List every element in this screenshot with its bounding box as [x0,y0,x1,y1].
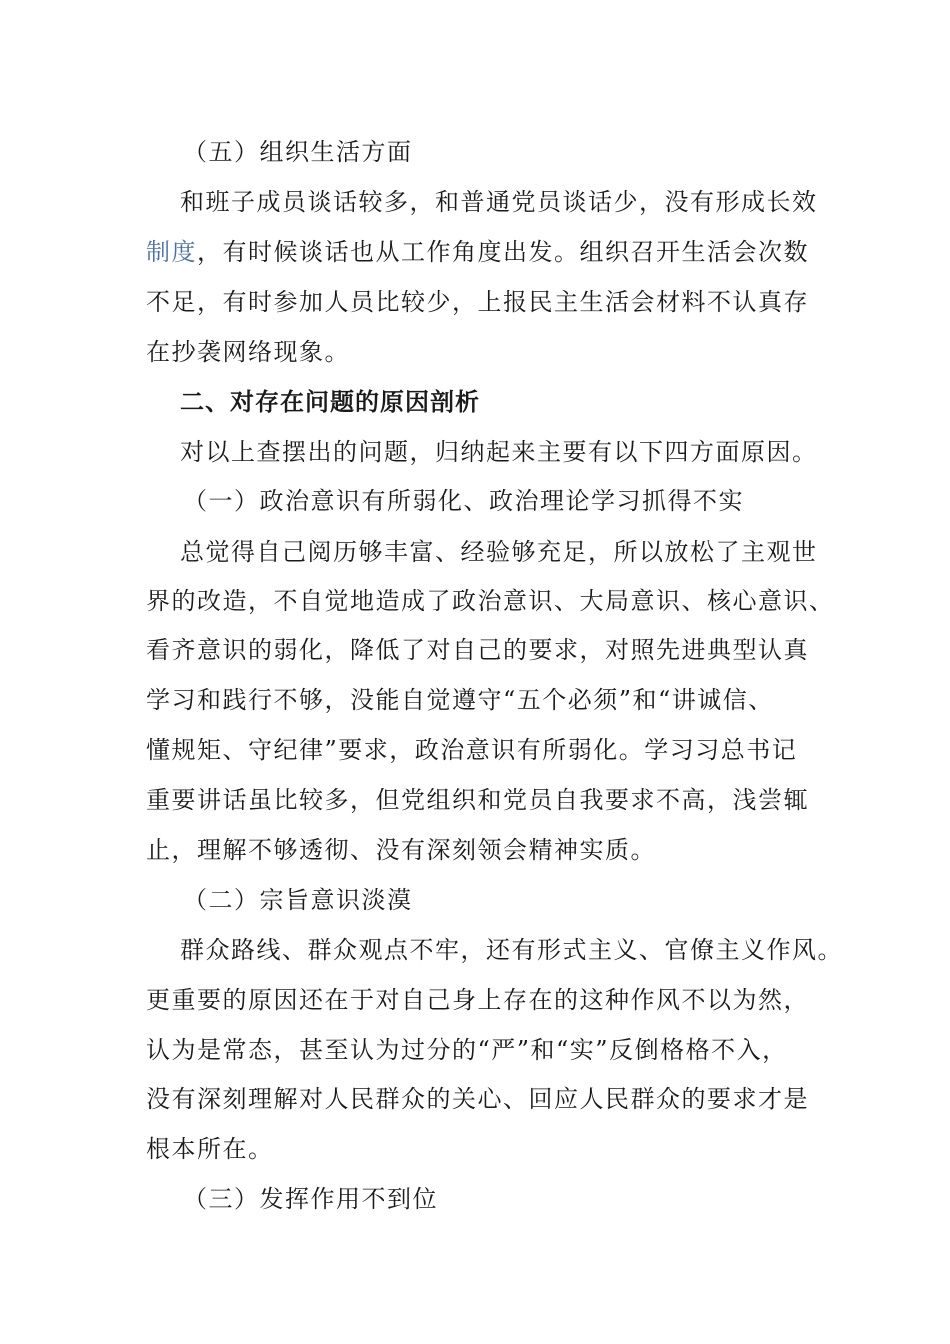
paragraph-line: 和班子成员谈话较多，和普通党员谈话少，没有形成长效 [180,188,818,216]
paragraph-line: 群众路线、群众观点不牢，还有形式主义、官僚主义作风。 [180,936,843,964]
paragraph-line: 懂规矩、守纪律”要求，政治意识有所弱化。学习习总书记 [146,736,798,764]
sub1-heading: （一）政治意识有所弱化、政治理论学习抓得不实 [183,487,744,515]
sub2-heading: （二）宗旨意识淡漠 [183,886,413,914]
paragraph-line: 认为是常态，甚至认为过分的“严”和“实”反倒格格不入， [146,1036,788,1064]
paragraph-line: 总觉得自己阅历够丰富、经验够充足，所以放松了主观世 [180,538,818,566]
part2-intro: 对以上查摆出的问题，归纳起来主要有以下四方面原因。 [180,438,818,466]
paragraph-line: 不足，有时参加人员比较少，上报民主生活会材料不认真存 [146,288,809,316]
sub3-heading: （三）发挥作用不到位 [183,1185,438,1213]
paragraph-line: 在抄袭网络现象。 [146,338,350,366]
paragraph-line-text: ，有时候谈话也从工作角度出发。组织召开生活会次数 [197,238,809,266]
paragraph-line: 根本所在。 [146,1135,274,1163]
paragraph-line: 更重要的原因还在于对自己身上存在的这种作风不以为然， [146,986,809,1014]
section5-heading: （五）组织生活方面 [183,138,413,166]
paragraph-line: 止，理解不够透彻、没有深刻领会精神实质。 [146,836,656,864]
paragraph-line: 看齐意识的弱化，降低了对自己的要求，对照先进典型认真 [146,636,809,664]
paragraph-line [146,236,809,268]
term-link[interactable]: 制度 [146,238,197,266]
paragraph-line: 界的改造，不自觉地造成了政治意识、大局意识、核心意识、 [146,587,835,615]
paragraph-line: 没有深刻理解对人民群众的关心、回应人民群众的要求才是 [146,1085,809,1113]
part2-heading: 二、对存在问题的原因剖析 [180,388,480,416]
paragraph-line: 重要讲话虽比较多，但党组织和党员自我要求不高，浅尝辄 [146,786,809,814]
paragraph-line: 学习和践行不够，没能自觉遵守“五个必须”和“讲诚信、 [146,686,774,714]
